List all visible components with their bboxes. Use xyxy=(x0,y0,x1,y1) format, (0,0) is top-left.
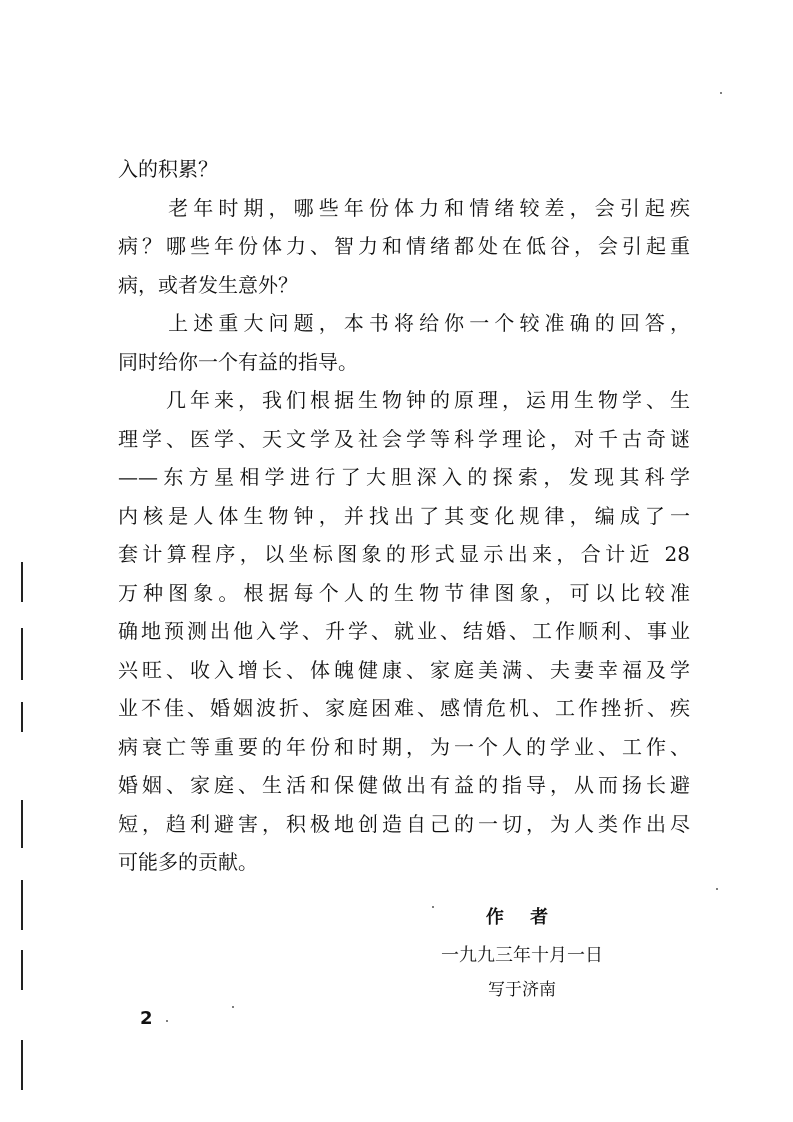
text-line: 病？哪些年份体力、智力和情绪都处在低谷，会引起重 xyxy=(118,234,690,258)
scan-margin-mark xyxy=(21,880,23,930)
text-line: 老年时期，哪些年份体力和情绪较差，会引起疾 xyxy=(118,195,690,220)
text-line: 入的积累？ xyxy=(118,157,218,181)
scan-speck xyxy=(232,1006,234,1008)
text-line: ——东方星相学进行了大胆深入的探索，发现其科学 xyxy=(118,465,690,489)
text-line: 理学、医学、天文学及社会学等科学理论，对千古奇谜 xyxy=(118,426,690,451)
text-line: 内核是人体生物钟，并找出了其变化规律，编成了一 xyxy=(118,503,690,528)
text-line: 业不佳、婚姻波折、家庭困难、感情危机、工作挫折、疾 xyxy=(118,696,690,720)
scan-speck xyxy=(166,1020,168,1022)
scan-margin-mark xyxy=(21,702,23,732)
scan-margin-mark xyxy=(21,1040,23,1090)
text-line: 套计算程序，以坐标图象的形式显示出来，合计近 28 xyxy=(118,542,690,566)
text-line: 兴旺、收入增长、体魄健康、家庭美满、夫妻幸福及学 xyxy=(118,657,690,682)
text-line: 病，或者发生意外？ xyxy=(118,272,298,297)
signature-date: 一九九三年十月一日 xyxy=(441,945,603,966)
scan-margin-mark xyxy=(21,950,23,990)
text-line: 短，趋利避害，积极地创造自己的一切，为人类作出尽 xyxy=(118,811,690,836)
text-line: 上述重大问题，本书将给你一个较准确的回答， xyxy=(118,311,690,335)
text-line: 几年来，我们根据生物钟的原理，运用生物学、生 xyxy=(118,388,690,412)
text-line: 可能多的贡献。 xyxy=(118,850,258,874)
scan-speck xyxy=(720,92,722,94)
text-line: 同时给你一个有益的指导。 xyxy=(118,349,358,374)
scan-margin-mark xyxy=(21,628,23,680)
scan-margin-mark xyxy=(21,800,23,848)
text-line: 病衰亡等重要的年份和时期，为一个人的学业、工作、 xyxy=(118,734,690,759)
scan-margin-mark xyxy=(21,562,23,602)
scan-speck xyxy=(716,888,718,890)
page-number: 2 xyxy=(140,1008,153,1029)
body-text xyxy=(118,150,690,882)
signature-author: 作 者 xyxy=(485,907,559,928)
text-line: 确地预测出他入学、升学、就业、结婚、工作顺利、事业 xyxy=(118,619,690,643)
text-line: 婚姻、家庭、生活和保健做出有益的指导，从而扬长避 xyxy=(118,773,690,797)
text-line: 万种图象。根据每个人的生物节律图象，可以比较准 xyxy=(118,580,690,605)
signature-place: 写于济南 xyxy=(488,980,556,1000)
scan-speck xyxy=(432,906,434,908)
